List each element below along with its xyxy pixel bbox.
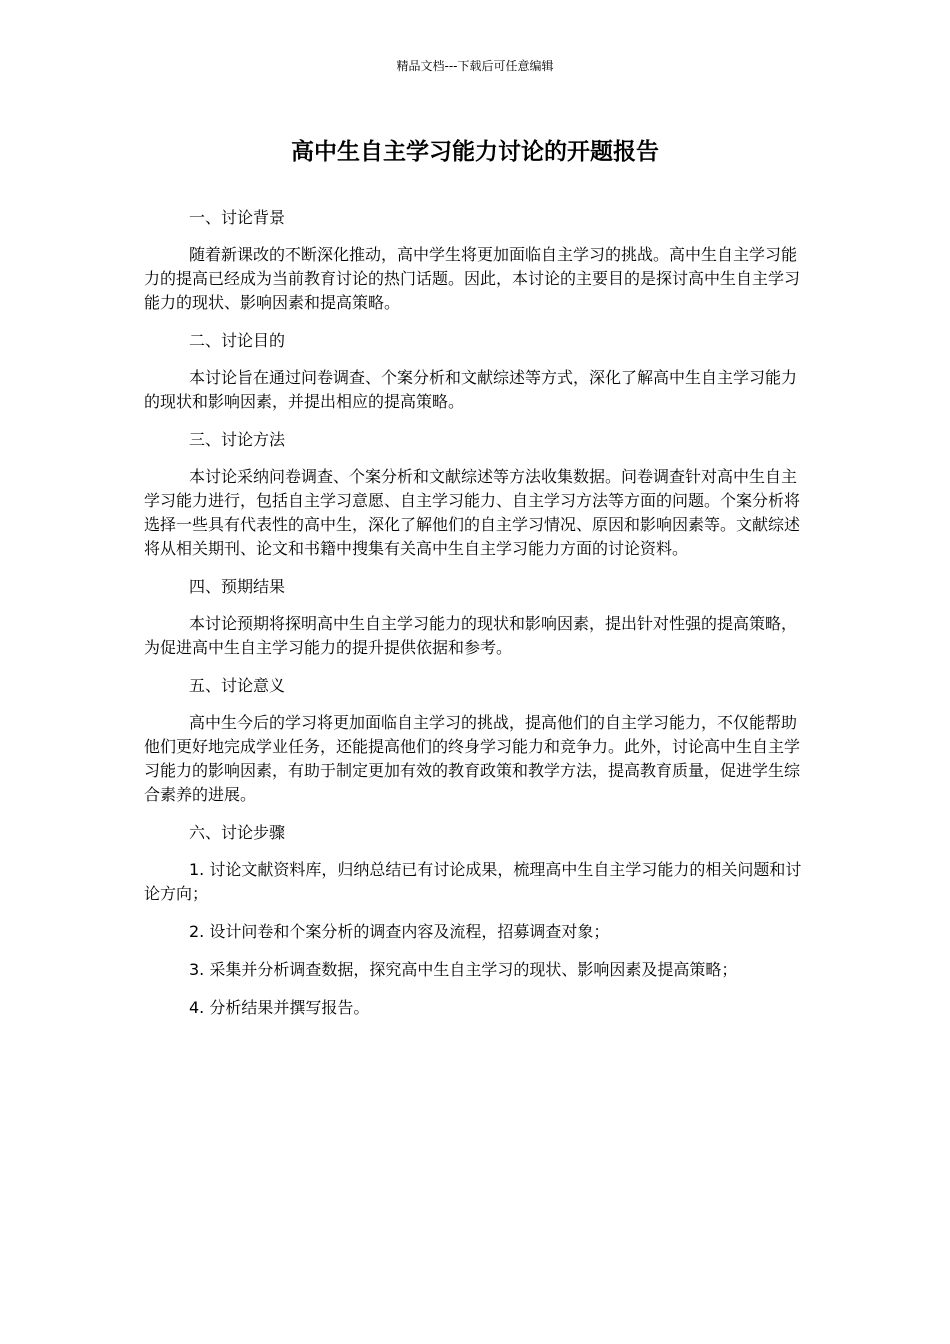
document-title: 高中生自主学习能力讨论的开题报告 <box>291 139 659 165</box>
section-paragraph: 高中生今后的学习将更加面临自主学习的挑战，提高他们的自主学习能力，不仅能帮助他们更好地完成学业任务，还能提高他们的终身学习能力和竞争力。此外，讨论高中生自主学习能力的影响因素，有助于制定更加有效的教育政策和教学方法，提高教育质量，促进学生综合素养的进展。 <box>144 713 801 804</box>
step-item: 4. 分析结果并撰写报告。 <box>189 998 370 1017</box>
section-heading: 一、讨论背景 <box>189 208 286 227</box>
section-paragraph: 本讨论预期将探明高中生自主学习能力的现状和影响因素，提出针对性强的提高策略，为促进高中生自主学习能力的提升提供依据和参考。 <box>144 614 798 657</box>
section-steps <box>144 821 806 1020</box>
section-method <box>144 428 806 561</box>
section-paragraph: 本讨论采纳问卷调查、个案分析和文献综述等方法收集数据。问卷调查针对高中生自主学习能力进行，包括自主学习意愿、自主学习能力、自主学习方法等方面的问题。个案分析将选择一些具有代表性的高中生，深化了解他们的自主学习情况、原因和影响因素等。文献综述将从相关期刊、论文和书籍中搜集有关高中生自主学习能力方面的讨论资料。 <box>144 467 801 558</box>
section-paragraph: 本讨论旨在通过问卷调查、个案分析和文献综述等方式，深化了解高中生自主学习能力的现状和影响因素，并提出相应的提高策略。 <box>144 368 798 411</box>
page-header: 精品文档---下载后可任意编辑 <box>396 59 554 73</box>
section-heading: 二、讨论目的 <box>189 331 286 350</box>
section-purpose <box>144 329 806 414</box>
section-heading: 五、讨论意义 <box>189 676 286 695</box>
section-heading: 六、讨论步骤 <box>189 823 286 842</box>
step-item: 3. 采集并分析调查数据，探究高中生自主学习的现状、影响因素及提高策略； <box>189 960 738 979</box>
section-expected-results <box>144 575 806 660</box>
document-body <box>144 206 806 1034</box>
section-background <box>144 206 806 315</box>
section-significance <box>144 674 806 807</box>
section-paragraph: 随着新课改的不断深化推动，高中学生将更加面临自主学习的挑战。高中生自主学习能力的提高已经成为当前教育讨论的热门话题。因此，本讨论的主要目的是探讨高中生自主学习能力的现状、影响因素和提高策略。 <box>144 245 801 312</box>
step-item: 1. 讨论文献资料库，归纳总结已有讨论成果，梳理高中生自主学习能力的相关问题和讨论方向； <box>144 860 802 903</box>
section-heading: 三、讨论方法 <box>189 430 286 449</box>
step-item: 2. 设计问卷和个案分析的调查内容及流程，招募调查对象； <box>189 922 610 941</box>
section-heading: 四、预期结果 <box>189 577 286 596</box>
